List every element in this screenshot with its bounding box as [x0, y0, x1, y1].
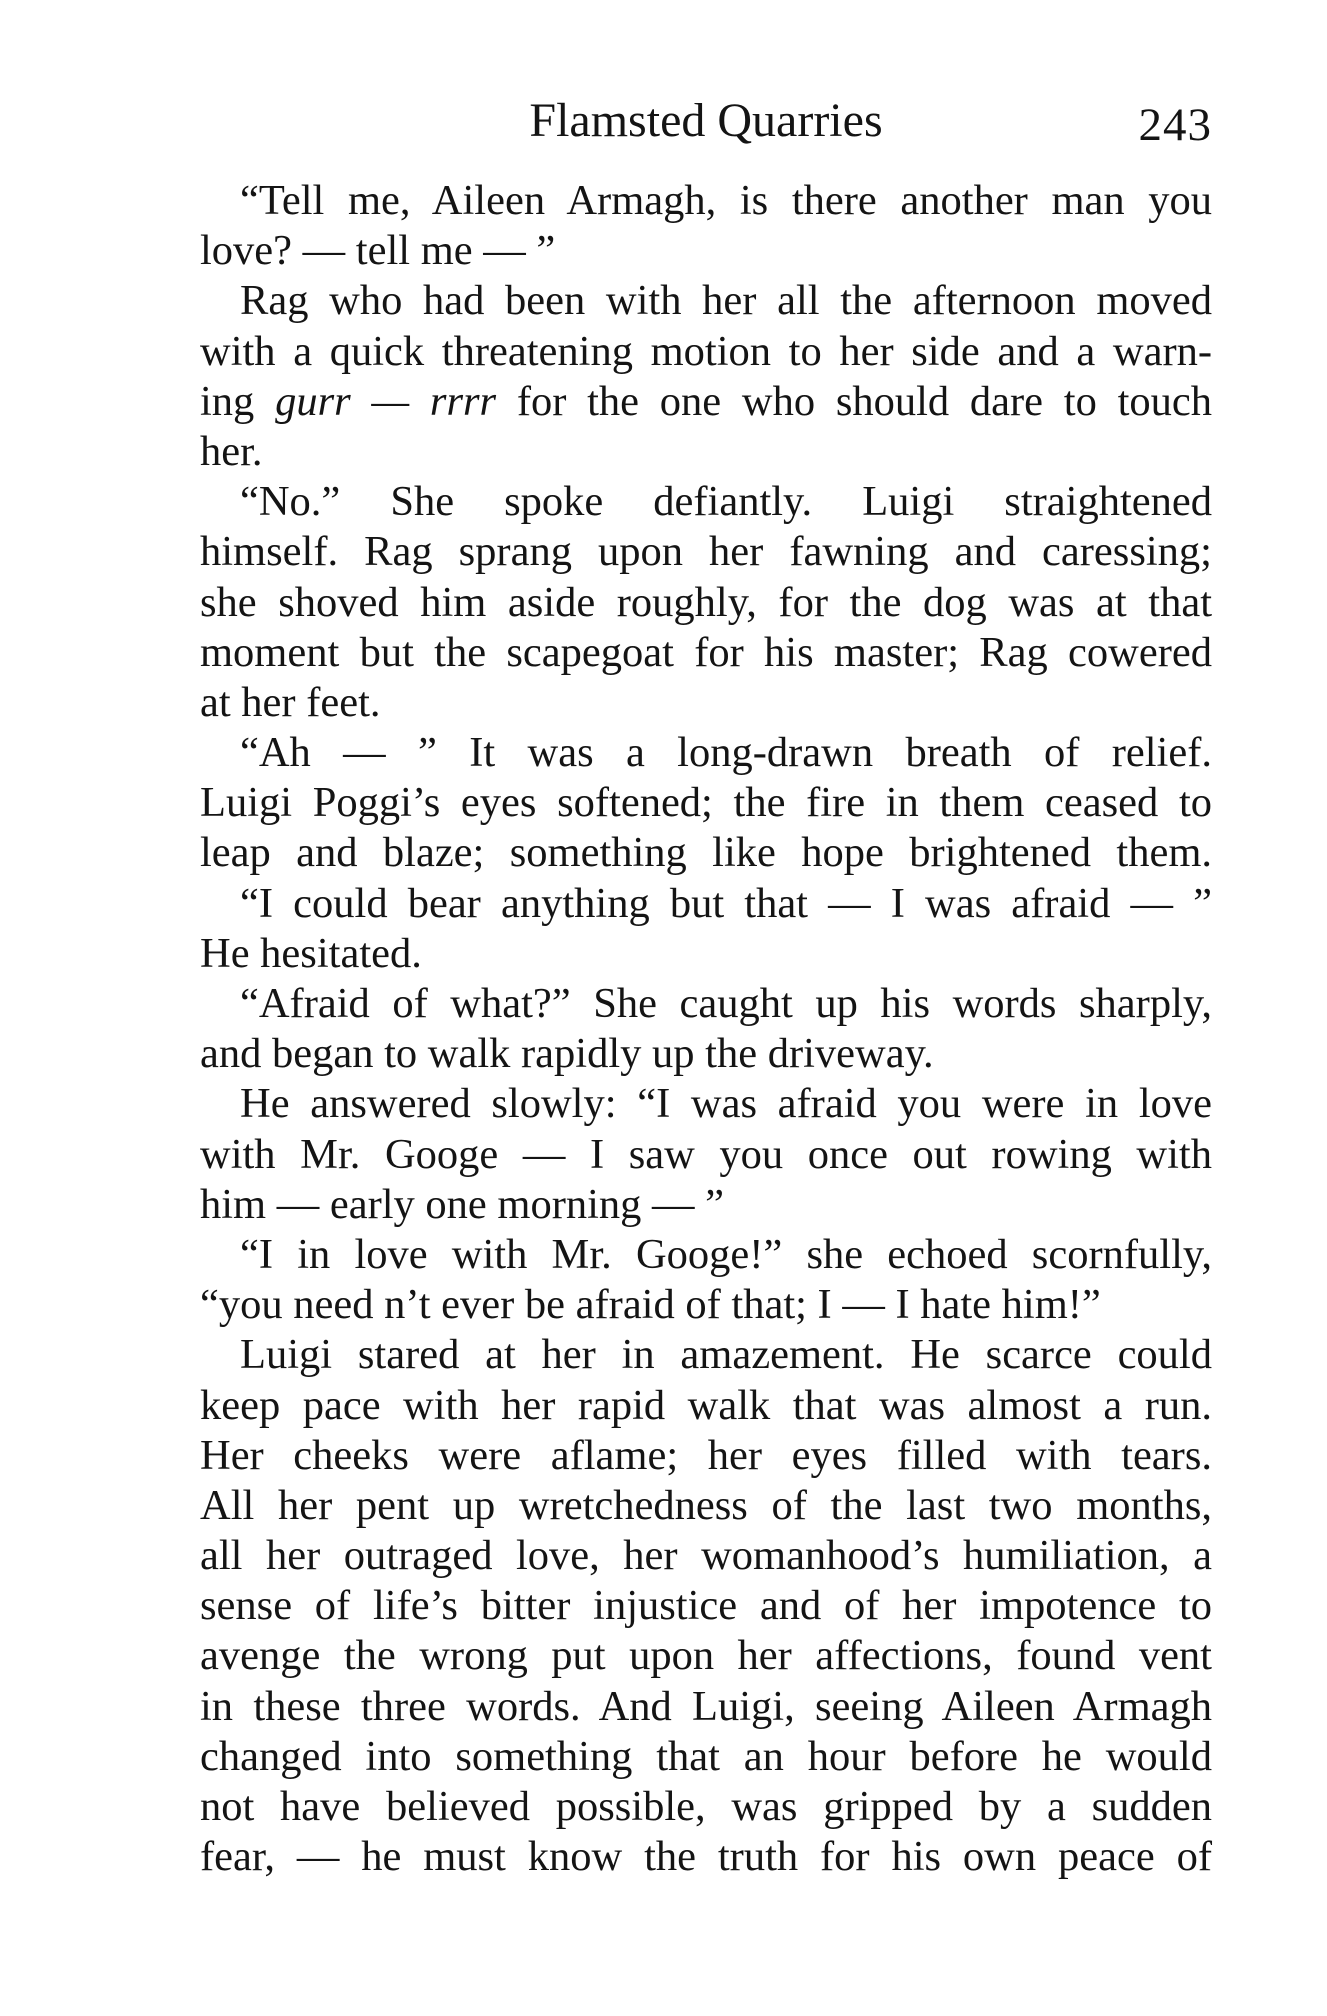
text-line: at her feet. — [200, 678, 381, 726]
text-line: All her pent up wretchedness of the last two months, — [200, 1481, 1212, 1529]
text-line: fear, — he must know the truth for his own peace of — [200, 1833, 1212, 1881]
text-line: himself. Rag sprang upon her fawning and caressing; — [200, 528, 1212, 576]
text-line: Luigi stared at her in amazement. He scarce could — [240, 1331, 1212, 1379]
text-segment: ing — [200, 377, 255, 425]
text-line: “Ah — ” It was a long-drawn breath of relief. — [240, 729, 1212, 777]
text-line: “Tell me, Aileen Armagh, is there another man you — [240, 177, 1212, 224]
running-title: Flamsted Quarries — [529, 94, 883, 147]
text-line: not have believed possible, was gripped by a sudden — [200, 1783, 1212, 1830]
text-segment: for the one who should dare to touch — [516, 377, 1213, 425]
running-head — [200, 86, 1212, 156]
text-line: Her cheeks were aflame; her eyes filled with tears. — [200, 1431, 1212, 1479]
text-line: sense of life’s bitter injustice and of her impotence to — [200, 1582, 1212, 1630]
text-line: moment but the scapegoat for his master; Rag cowered — [200, 628, 1212, 676]
text-line: “I in love with Mr. Googe!” she echoed scornfully, — [240, 1230, 1212, 1278]
text-line: Luigi Poggi’s eyes softened; the fire in them ceased to — [200, 779, 1212, 827]
text-line — [200, 377, 1212, 427]
text-line: “you need n’t ever be afraid of that; I — I hate him!” — [200, 1281, 1101, 1329]
text-line: leap and blaze; something like hope brightened them. — [200, 829, 1212, 877]
text-line: “No.” She spoke defiantly. Luigi straightened — [240, 478, 1212, 526]
text-line: He answered slowly: “I was afraid you were in love — [240, 1080, 1212, 1128]
text-line: “Afraid of what?” She caught up his words sharply, — [240, 980, 1212, 1027]
text-line: avenge the wrong put upon her affections, found vent — [200, 1632, 1212, 1680]
text-line: love? — tell me — ” — [200, 227, 556, 275]
text-line: changed into something that an hour before he would — [200, 1732, 1212, 1780]
text-line: Rag who had been with her all the afternoon moved — [240, 277, 1212, 325]
body-text — [200, 176, 1212, 1882]
text-line: He hesitated. — [200, 929, 422, 977]
text-line: keep pace with her rapid walk that was almost a run. — [200, 1381, 1212, 1429]
text-line: “I could bear anything but that — I was afraid — ” — [240, 879, 1212, 927]
text-line: with Mr. Googe — I saw you once out rowing with — [200, 1130, 1212, 1178]
text-line: him — early one morning — ” — [200, 1180, 725, 1228]
text-line: and began to walk rapidly up the driveway. — [200, 1030, 934, 1078]
text-line: all her outraged love, her womanhood’s humiliation, a — [200, 1532, 1212, 1580]
dog-growl-italic: gurr — rrrr — [275, 377, 497, 425]
text-line: her. — [200, 427, 263, 475]
text-line: with a quick threatening motion to her side and a warn- — [200, 327, 1212, 375]
text-line: in these three words. And Luigi, seeing Aileen Armagh — [200, 1682, 1212, 1730]
text-line: she shoved him aside roughly, for the dog was at that — [200, 578, 1212, 626]
page-number: 243 — [1138, 99, 1212, 151]
